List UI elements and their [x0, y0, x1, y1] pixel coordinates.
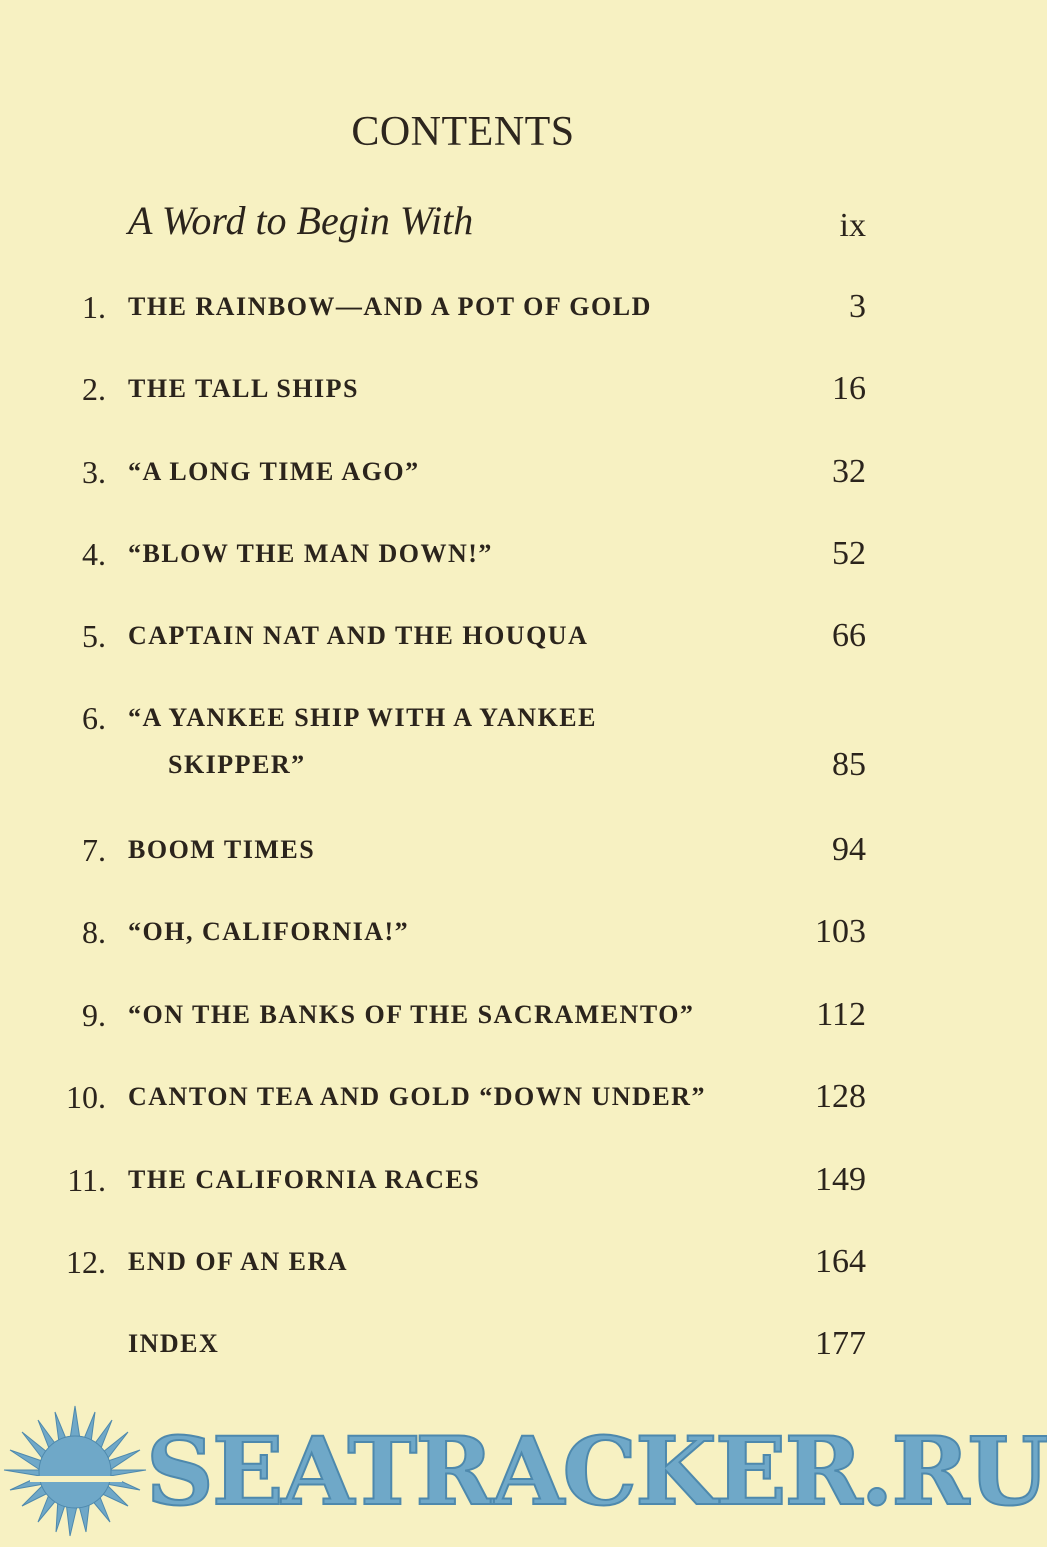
- toc-entry[interactable]: [0, 287, 946, 347]
- toc-entry-page: 3: [849, 288, 866, 325]
- sun-icon: [0, 1406, 150, 1536]
- toc-entry-number: 2.: [82, 371, 106, 407]
- toc-entry-title: END OF AN ERA: [128, 1247, 349, 1276]
- watermark: [0, 1400, 1047, 1547]
- toc-entry-title: THE TALL SHIPS: [128, 374, 360, 403]
- toc-entry-page: 128: [815, 1078, 866, 1115]
- toc-entry[interactable]: [0, 698, 946, 798]
- toc-entry-page: 149: [815, 1161, 866, 1198]
- toc-entry-page: 85: [832, 746, 866, 783]
- toc-entry-page: 164: [815, 1243, 866, 1280]
- toc-entry-title: CANTON TEA AND GOLD “DOWN UNDER”: [128, 1082, 706, 1111]
- toc-entry-number: 12.: [66, 1244, 106, 1280]
- toc-entry-title-continued: SKIPPER”: [168, 750, 306, 779]
- toc-entry-title: “A YANKEE SHIP WITH A YANKEE: [128, 703, 597, 732]
- toc-intro-page: ix: [839, 207, 866, 244]
- toc-entry[interactable]: [0, 534, 946, 594]
- toc-entry-page: 16: [832, 370, 866, 407]
- toc-intro[interactable]: [0, 196, 946, 256]
- toc-entry-number: 9.: [82, 997, 106, 1033]
- toc-entry-number: 5.: [82, 618, 106, 654]
- toc-entry-page: 52: [832, 535, 866, 572]
- toc-entry-number: 8.: [82, 914, 106, 950]
- toc-entry-number: 10.: [66, 1079, 106, 1115]
- toc-entry-title: BOOM TIMES: [128, 835, 316, 864]
- toc-entry-number: 6.: [82, 700, 106, 736]
- toc-entry[interactable]: [0, 995, 946, 1055]
- toc-entry-page: 112: [816, 996, 866, 1033]
- toc-entry[interactable]: [0, 1242, 946, 1302]
- toc-entry[interactable]: [0, 452, 946, 512]
- toc-entry-title: “BLOW THE MAN DOWN!”: [128, 539, 493, 568]
- toc-entry-page: 94: [832, 831, 866, 868]
- toc-entry[interactable]: [0, 830, 946, 890]
- toc-index-title: INDEX: [128, 1329, 220, 1358]
- toc-entry[interactable]: [0, 616, 946, 676]
- toc-entry-title: THE CALIFORNIA RACES: [128, 1165, 481, 1194]
- toc-entry-title: THE RAINBOW—AND A POT OF GOLD: [128, 292, 652, 321]
- toc-entry-number: 3.: [82, 454, 106, 490]
- toc-index[interactable]: [0, 1324, 946, 1384]
- toc-entry[interactable]: [0, 1160, 946, 1220]
- toc-entry-number: 7.: [82, 832, 106, 868]
- watermark-text: SEATRACKER.RU: [146, 1417, 1047, 1527]
- toc-entry-number: 4.: [82, 536, 106, 572]
- toc-entry-title: “A LONG TIME AGO”: [128, 457, 420, 486]
- toc-entry[interactable]: [0, 912, 946, 972]
- toc-entry-title: CAPTAIN NAT AND THE HOUQUA: [128, 621, 589, 650]
- toc-intro-title: A Word to Begin With: [128, 198, 474, 243]
- toc-entry-number: 11.: [67, 1162, 106, 1198]
- toc-entry-title: “ON THE BANKS OF THE SACRAMENTO”: [128, 1000, 695, 1029]
- toc-entry-page: 66: [832, 617, 866, 654]
- toc-entry-page: 103: [815, 913, 866, 950]
- toc-index-page: 177: [815, 1325, 866, 1362]
- toc-entry-page: 32: [832, 453, 866, 490]
- page-title: CONTENTS: [351, 109, 575, 155]
- toc-entry[interactable]: [0, 1077, 946, 1137]
- toc-entry-number: 1.: [82, 289, 106, 325]
- toc-entry[interactable]: [0, 369, 946, 429]
- toc-entry-title: “OH, CALIFORNIA!”: [128, 917, 410, 946]
